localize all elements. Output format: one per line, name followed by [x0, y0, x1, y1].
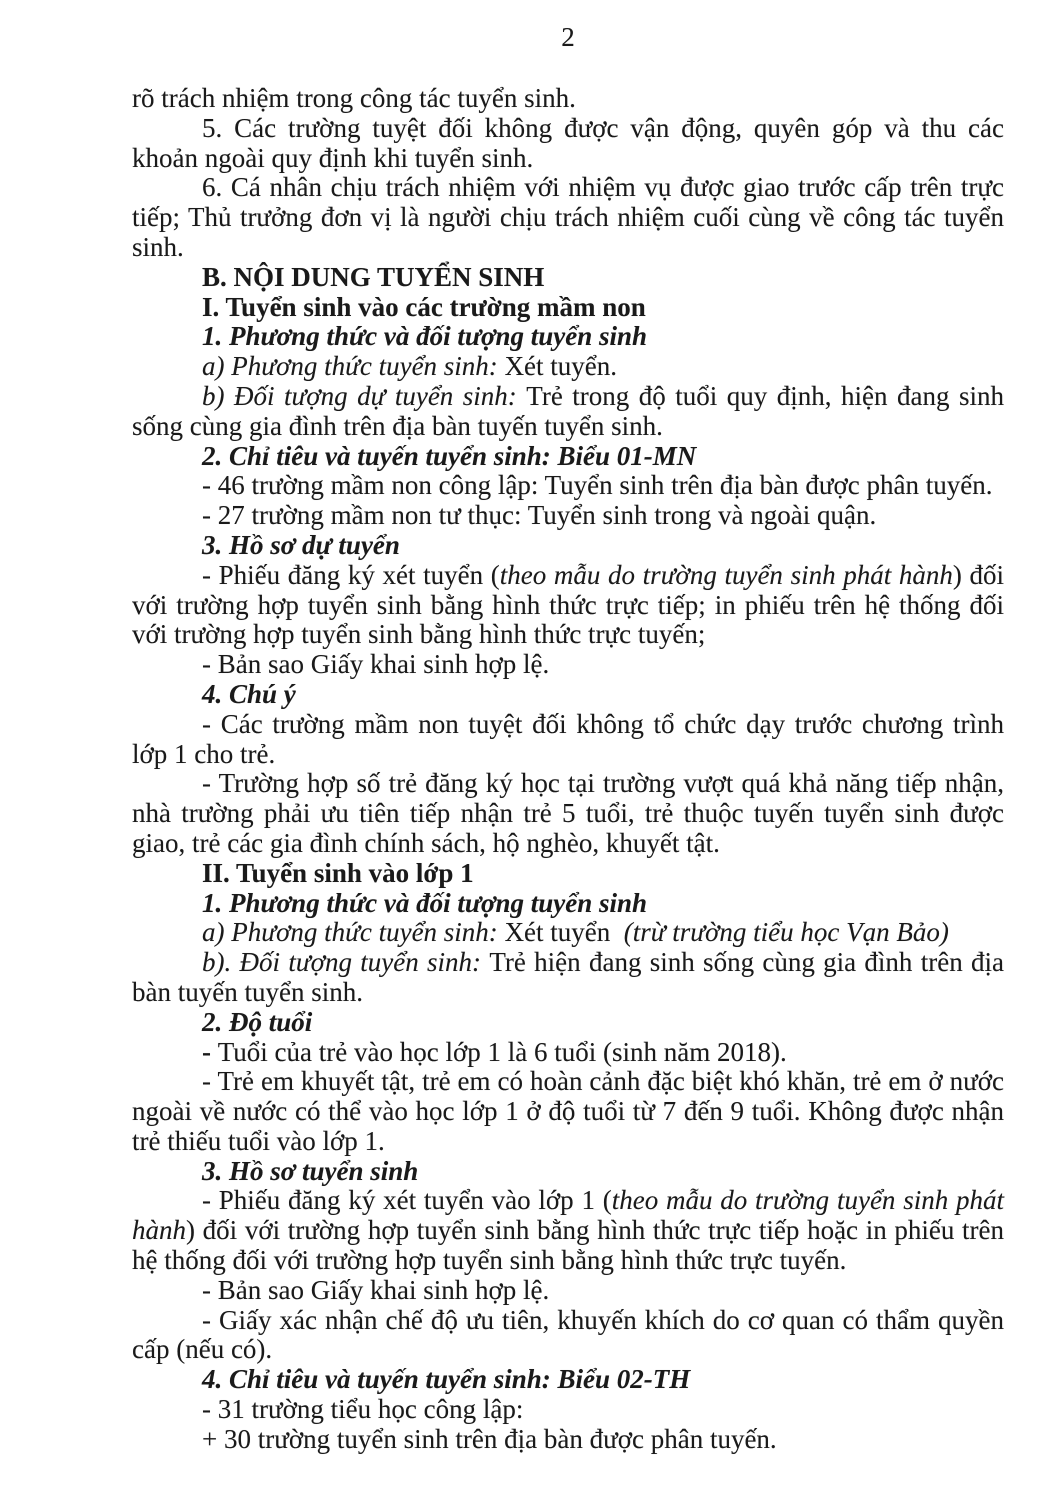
text-run: Tuổi của trẻ vào học lớp 1 là 6 tuổi (sinh năm 2018). — [217, 1036, 787, 1067]
paragraph — [132, 471, 1004, 501]
section-heading — [132, 531, 1004, 561]
paragraph — [132, 1038, 1004, 1068]
section-heading — [132, 263, 1004, 293]
text-run: - Bản sao Giấy khai sinh hợp lệ. — [202, 649, 550, 680]
section-heading — [132, 680, 1004, 710]
text-run: a) Phương thức tuyển sinh: — [202, 917, 505, 948]
paragraph — [132, 948, 1004, 1008]
paragraph — [132, 710, 1004, 770]
text-run: I. Tuyển sinh vào các trường mầm non — [202, 291, 646, 322]
paragraph — [132, 352, 1004, 382]
text-run: ) đối với trường hợp tuyển sinh bằng hình thức trực tiếp hoặc in phiếu trên hệ thống đối với trường hợp tuyển sinh bằng hình thức trực tuyến. — [132, 1215, 1004, 1276]
section-heading — [132, 322, 1004, 352]
paragraph — [132, 650, 1004, 680]
text-run: - Giấy xác nhận chế độ ưu tiên, khuyến khích do cơ quan có thẩm quyền cấp (nếu có). — [132, 1304, 1004, 1365]
paragraph — [132, 1067, 1004, 1156]
paragraph — [132, 1186, 1004, 1275]
paragraph — [132, 1425, 1004, 1455]
text-run: 2. Chỉ tiêu và tuyến tuyển sinh: Biểu 01-MN — [202, 440, 697, 471]
text-run: 1. Phương thức và đối tượng tuyển sinh — [202, 887, 648, 918]
text-run: ) đối với trường hợp tuyển sinh bằng hình thức trực tiếp; in phiếu trên hệ thống đối với trường hợp tuyển sinh bằng hình thức trực tuyến; — [132, 559, 1004, 650]
paragraph — [132, 501, 1004, 531]
paragraph — [132, 382, 1004, 442]
section-heading — [132, 1008, 1004, 1038]
text-run: - 46 trường mầm non công lập: Tuyển sinh trên địa bàn được phân tuyến. — [202, 470, 993, 501]
text-run: - Bản sao Giấy khai sinh hợp lệ. — [202, 1274, 550, 1305]
paragraph — [132, 114, 1004, 174]
text-run: - Trường hợp số trẻ đăng ký học tại trường vượt quá khả năng tiếp nhận, nhà trường phải ưu tiên tiếp nhận trẻ 5 tuổi, trẻ thuộc tuyến tuyển sinh được giao, trẻ các gia đình chính sách, hộ nghèo, khuyết tật. — [132, 768, 1004, 858]
section-heading — [132, 859, 1004, 889]
text-run: - — [202, 1036, 218, 1067]
text-run: theo mẫu do trường tuyển sinh phát hành — [132, 1185, 1005, 1246]
section-heading — [132, 293, 1004, 323]
section-heading — [132, 442, 1004, 472]
text-run: theo mẫu do trường tuyển sinh phát hành — [499, 559, 953, 590]
text-run: B. NỘI DUNG TUYỂN SINH — [202, 261, 545, 292]
text-run: - Phiếu đăng ký xét tuyển ( — [202, 559, 500, 590]
section-heading — [132, 889, 1004, 919]
text-run: 2. Độ tuổi — [202, 1006, 313, 1037]
section-heading — [132, 1157, 1004, 1187]
text-run: Trẻ hiện đang sinh sống cùng gia đình trên địa bàn tuyến tuyển sinh. — [132, 947, 1004, 1007]
section-heading — [132, 1365, 1004, 1395]
paragraph — [132, 769, 1004, 858]
paragraph — [132, 1306, 1004, 1366]
page-number: 2 — [561, 22, 575, 52]
text-run: 4. Chú ý — [202, 678, 296, 709]
text-run: - Trẻ em khuyết tật, trẻ em có hoàn cảnh đặc biệt khó khăn, trẻ em ở nước ngoài về nước có thể vào học lớp 1 ở độ tuổi từ 7 đến 9 tuổi. Không được nhận trẻ thiếu tuổi vào lớp 1. — [132, 1066, 1004, 1156]
text-run: Xét tuyển — [504, 917, 618, 948]
text-run: Xét tuyển. — [504, 351, 618, 382]
text-run: Trẻ trong độ tuổi quy định, hiện đang sinh sống cùng gia đình trên địa bàn tuyến tuyển sinh. — [132, 380, 1004, 441]
text-run: a) Phương thức tuyển sinh: — [202, 351, 505, 382]
text-run: 4. Chỉ tiêu và tuyến tuyển sinh: Biểu 02-TH — [202, 1364, 691, 1395]
text-run: - 31 trường tiểu học công lập: — [202, 1394, 524, 1425]
text-run: 5. Các trường tuyệt đối không được vận động, quyên góp và thu các khoản ngoài quy định khi tuyển sinh. — [132, 112, 1004, 173]
paragraph — [132, 173, 1004, 262]
text-run: II. Tuyển sinh vào lớp 1 — [202, 857, 474, 888]
paragraph — [132, 1276, 1004, 1306]
paragraph — [132, 1395, 1004, 1425]
text-run: 3. Hồ sơ tuyển sinh — [202, 1155, 419, 1186]
text-run: (trừ trường tiểu học Vạn Bảo) — [617, 917, 949, 948]
text-run: b) Đối tượng dự tuyển sinh: — [202, 380, 527, 411]
text-run: 3. Hồ sơ dự tuyển — [202, 529, 400, 560]
text-run: 6. Cá nhân chịu trách nhiệm với nhiệm vụ được giao trước cấp trên trực tiếp; Thủ trưởng đơn vị là người chịu trách nhiệm cuối cùng về công tác tuyển sinh. — [132, 172, 1004, 262]
text-run: - 27 trường mầm non tư thục: Tuyển sinh trong và ngoài quận. — [202, 500, 877, 531]
text-run: - Phiếu đăng ký xét tuyển vào lớp 1 ( — [202, 1185, 612, 1216]
text-run: rõ trách nhiệm trong công tác tuyển sinh. — [132, 83, 576, 113]
text-run: + 30 trường tuyển sinh trên địa bàn được phân tuyến. — [202, 1423, 777, 1454]
text-run: 1. Phương thức và đối tượng tuyển sinh — [202, 321, 648, 352]
text-run: - Các trường mầm non tuyệt đối không tổ chức dạy trước chương trình lớp 1 cho trẻ. — [132, 708, 1004, 769]
text-run: b). Đối tượng tuyển sinh: — [202, 947, 490, 978]
paragraph — [132, 918, 1004, 948]
paragraph — [132, 84, 1004, 114]
document-body — [132, 84, 1004, 1455]
paragraph — [132, 561, 1004, 650]
